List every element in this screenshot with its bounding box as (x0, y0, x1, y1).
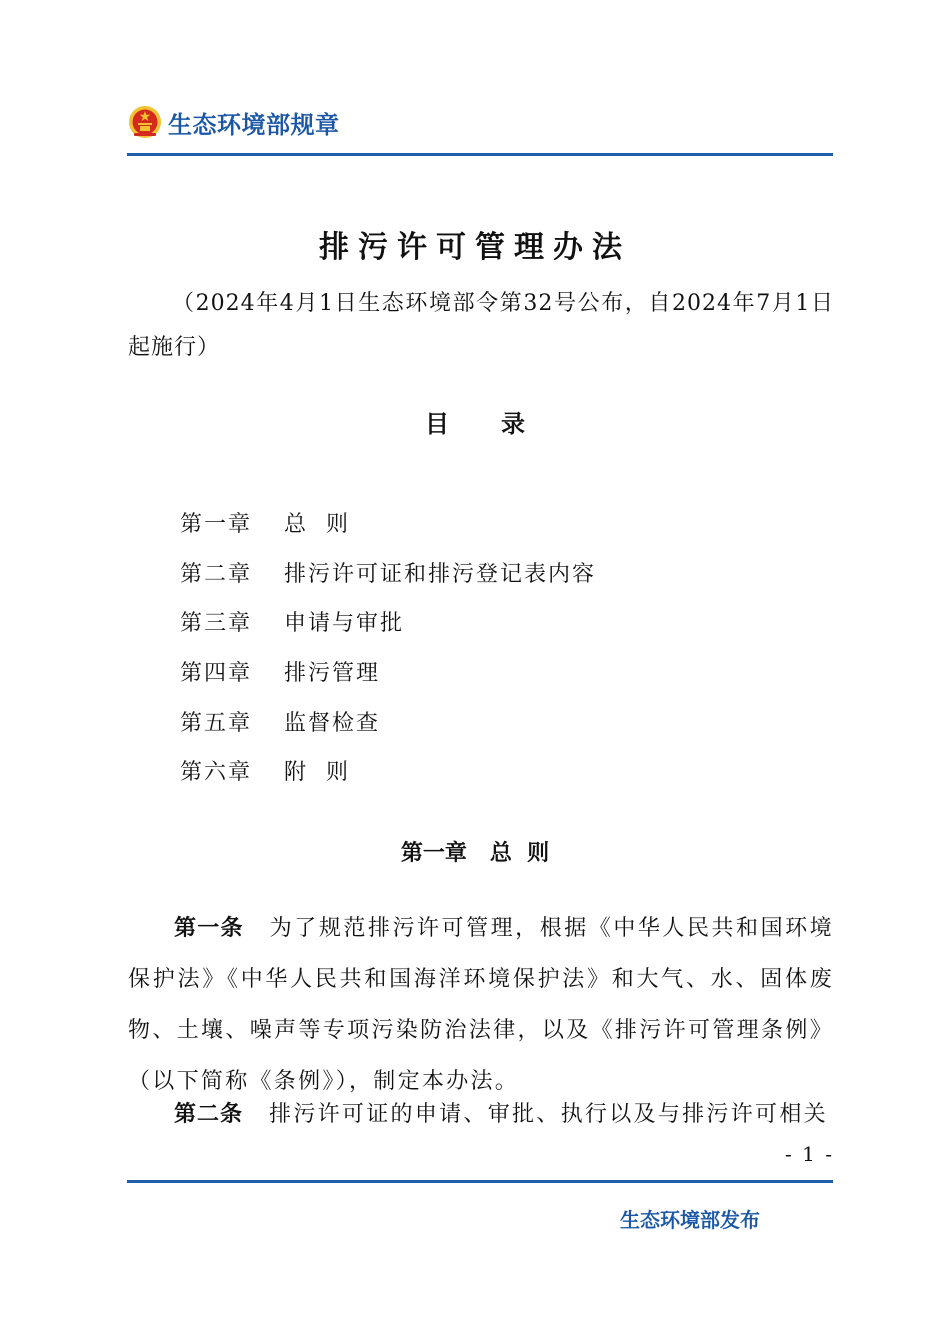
toc-heading-left: 目 (425, 410, 449, 438)
article-text: 排污许可证的申请、审批、执行以及与排污许可相关 (269, 1102, 828, 1127)
header-divider (127, 153, 833, 156)
page-number: - 1 - (785, 1142, 834, 1166)
footer-publisher: 生态环境部发布 (620, 1208, 760, 1232)
toc-item-name: 排污管理 (284, 661, 381, 687)
toc-item[interactable] (180, 498, 780, 548)
toc-heading-right: 录 (501, 410, 525, 438)
toc-item[interactable] (180, 647, 780, 697)
document-title: 排污许可管理办法 (319, 230, 631, 265)
article-number: 第二条 (174, 1102, 244, 1127)
toc-item[interactable] (180, 696, 780, 746)
toc-item-number: 第五章 (180, 710, 253, 736)
toc-item-number: 第二章 (180, 561, 253, 587)
toc-item-number: 第三章 (180, 611, 253, 637)
national-emblem-icon (128, 105, 162, 139)
page-header (128, 100, 340, 144)
article-1 (128, 903, 834, 1107)
toc-item-name: 总 则 (284, 512, 350, 538)
footer-divider (127, 1180, 833, 1183)
toc-item-name: 附 则 (284, 760, 350, 786)
toc-item[interactable] (180, 548, 780, 598)
toc-item-name: 监督检查 (284, 710, 381, 736)
toc-heading (0, 404, 950, 439)
header-title: 生态环境部规章 (168, 110, 340, 139)
table-of-contents (180, 498, 780, 796)
toc-item-name: 排污许可证和排污登记表内容 (284, 561, 597, 587)
toc-item-number: 第一章 (180, 512, 253, 538)
promulgation-note: （2024年4月1日生态环境部令第32号公布，自2024年7月1日起施行） (128, 291, 834, 360)
article-number: 第一条 (174, 916, 244, 941)
toc-item-number: 第四章 (180, 661, 253, 687)
toc-item-name: 申请与审批 (284, 611, 405, 637)
article-text: 为了规范排污许可管理，根据《中华人民共和国环境保护法》《中华人民共和国海洋环境保护法》和大气、水、固体废物、土壤、噪声等专项污染防治法律，以及《排污许可管理条例》（以下简称《条例》），制定本办法。 (128, 916, 834, 1094)
toc-item[interactable] (180, 597, 780, 647)
toc-item-number: 第六章 (180, 760, 253, 786)
article-2 (128, 1089, 834, 1140)
chapter-heading: 第一章 总 则 (400, 841, 550, 866)
toc-item[interactable] (180, 746, 780, 796)
